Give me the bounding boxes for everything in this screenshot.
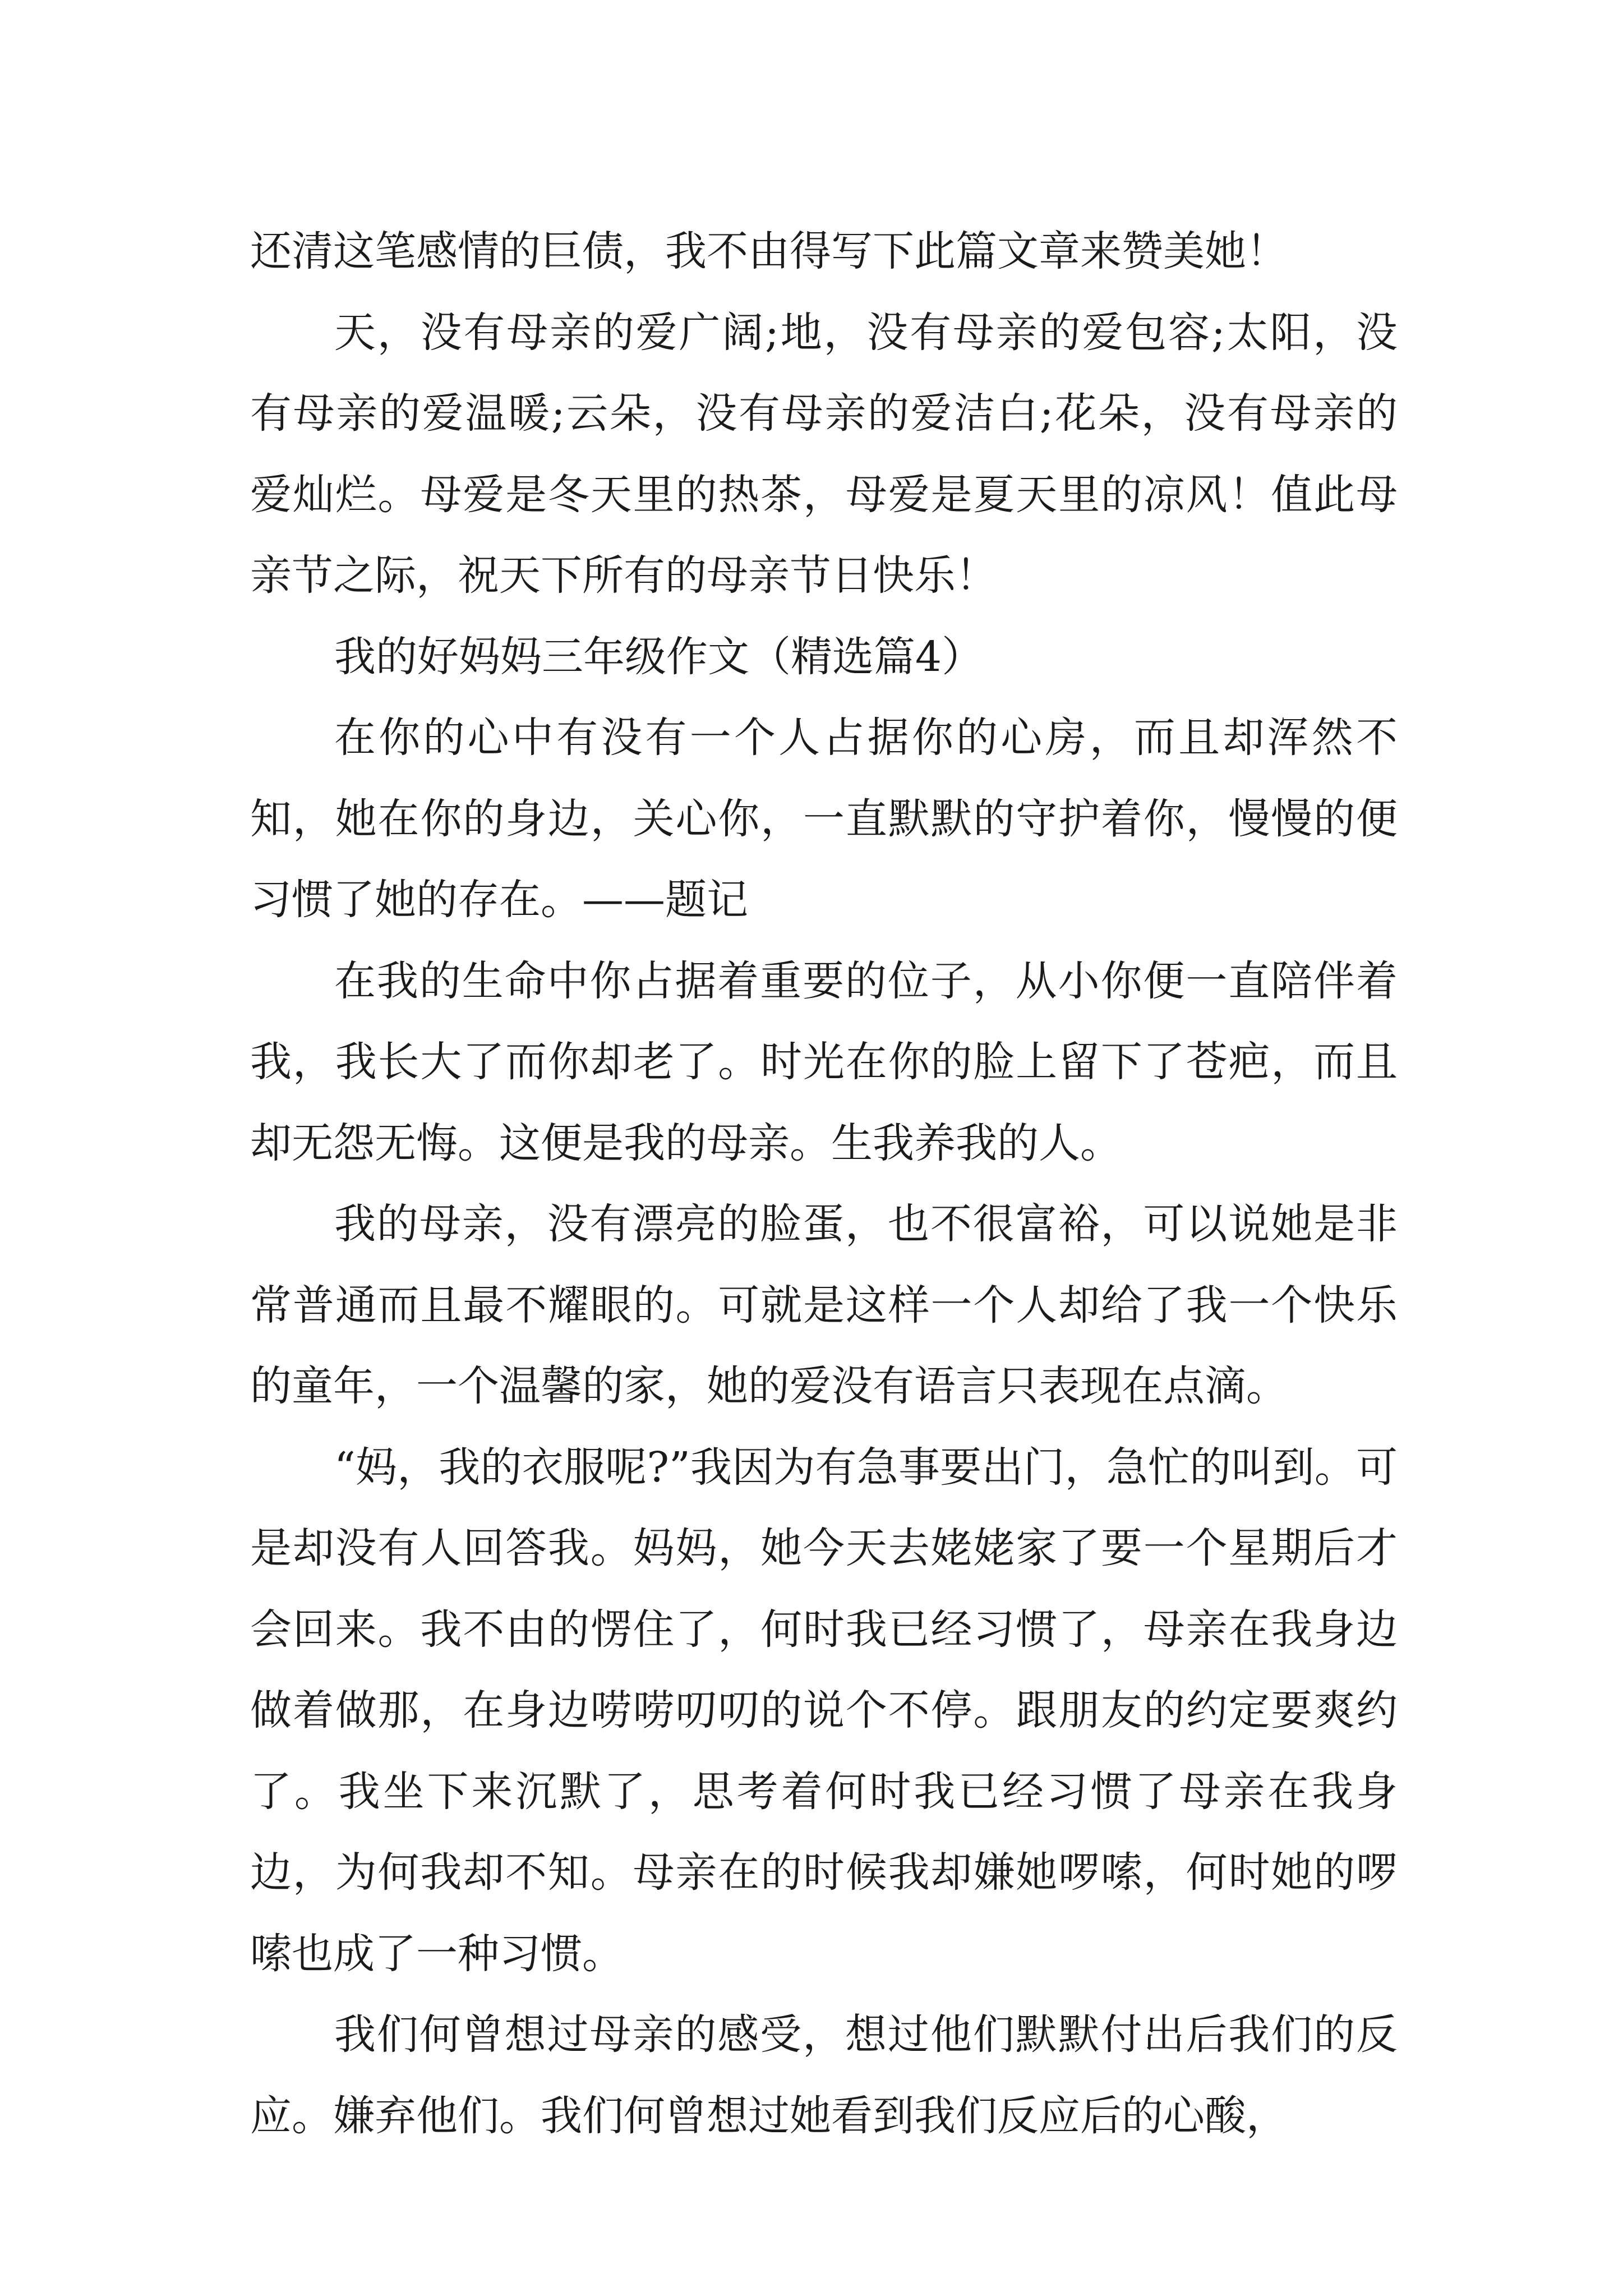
paragraph-4: 在我的生命中你占据着重要的位子，从小你便一直陪伴着我，我长大了而你却老了。时光在你的脸上留下了苍疤，而且却无怨无悔。这便是我的母亲。生我养我的人。 [250, 956, 1398, 1167]
paragraph-6: “妈，我的衣服呢?”我因为有急事要出门，急忙的叫到。可是却没有人回答我。妈妈，她今天去姥姥家了要一个星期后才会回来。我不由的愣住了，何时我已经习惯了，母亲在我身边做着做那，在身边唠唠叨叨的说个不停。跟朋友的约定要爽约了。我坐下来沉默了，思考着何时我已经习惯了母亲在我身边，为何我却不知。母亲在的时候我却嫌她啰嗦，何时她的啰嗦也成了一种习惯。 [250, 1443, 1398, 1978]
paragraph-1: 还清这笔感情的巨债，我不由得写下此篇文章来赞美她！ [250, 227, 1288, 275]
paragraph-5: 我的母亲，没有漂亮的脸蛋，也不很富裕，可以说她是非常普通而且最不耀眼的。可就是这样一个人却给了我一个快乐的童年，一个温馨的家，她的爱没有语言只表现在点滴。 [250, 1200, 1398, 1410]
paragraph-3: 在你的心中有没有一个人占据你的心房，而且却浑然不知，她在你的身边，关心你，一直默默的守护着你，慢慢的便习惯了她的存在。——题记 [250, 714, 1398, 924]
document-page [250, 211, 1398, 2156]
paragraph-2: 天，没有母亲的爱广阔;地，没有母亲的爱包容;太阳，没有母亲的爱温暖;云朵，没有母亲的爱洁白;花朵，没有母亲的爱灿烂。母爱是冬天里的热茶，母爱是夏天里的凉风！值此母亲节之际，祝天下所有的母亲节日快乐！ [250, 308, 1398, 600]
section-heading: 我的好妈妈三年级作文（精选篇4） [334, 632, 984, 681]
paragraph-7: 我们何曾想过母亲的感受，想过他们默默付出后我们的反应。嫌弃他们。我们何曾想过她看到我们反应后的心酸， [250, 2010, 1398, 2140]
